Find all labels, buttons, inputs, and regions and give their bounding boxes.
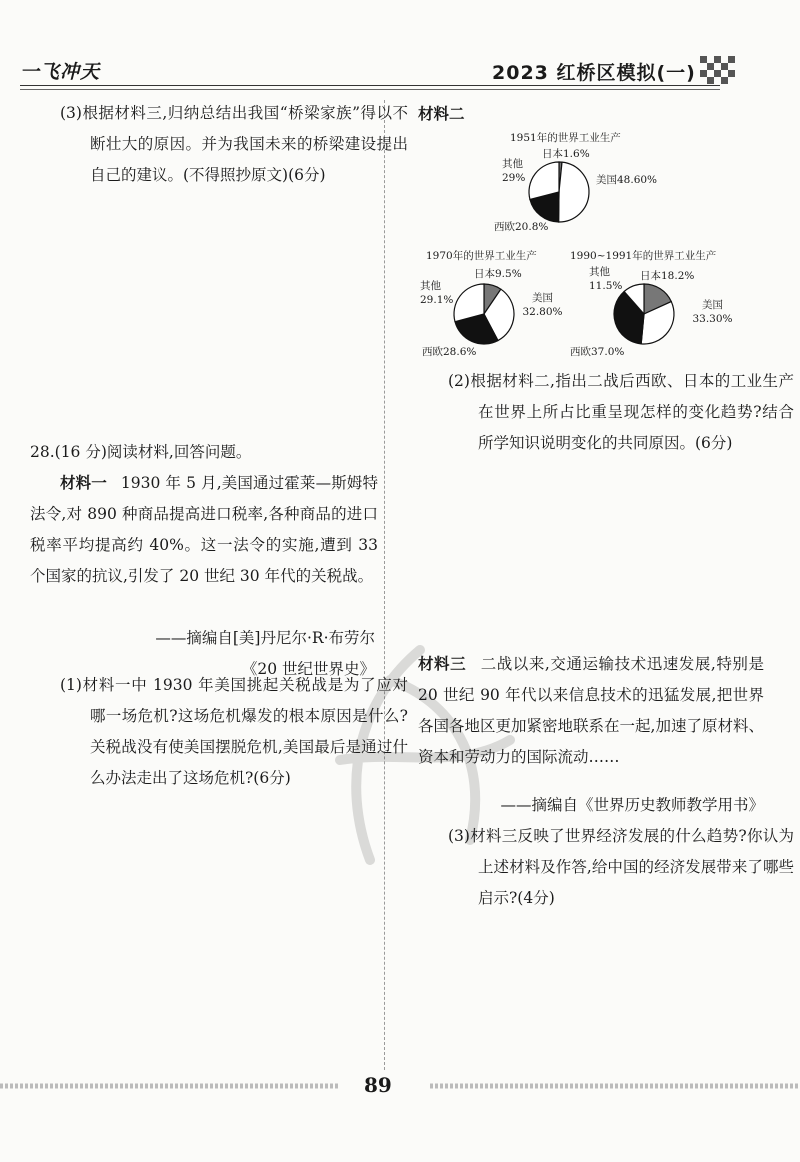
chart-1970-pie: [452, 282, 516, 346]
chart-1990-label-other: 其他11.5%: [589, 266, 623, 292]
material-3-source: ——摘编自《世界历史教师教学用书》: [500, 796, 764, 814]
chart-1951-label-other: 其他29%: [502, 158, 526, 184]
material-1-block: [30, 468, 378, 592]
chart-1970-title: 1970年的世界工业生产: [426, 250, 537, 262]
pie-1951-slices: [529, 162, 589, 222]
chart-1951-label-weurope: 西欧20.8%: [494, 221, 549, 233]
question-28-heading: 28.(16 分)阅读材料,回答问题。: [30, 443, 252, 461]
header-rule: [20, 85, 720, 86]
chart-1970-label-usa: 美国32.80%: [522, 292, 563, 318]
header-rule-thin: [20, 89, 720, 90]
brand-logo-text: 一飞冲天: [20, 61, 101, 83]
page-number: 89: [364, 1073, 392, 1097]
chart-1951-title: 1951年的世界工业生产: [510, 132, 621, 144]
chart-1970-label-other: 其他29.1%: [420, 280, 454, 306]
question-28-1: (1)材料一中 1930 年美国挑起关税战是为了应对哪一场危机?这场危机爆发的根本原因是什么?关税战没有使美国摆脱危机,美国最后是通过什么办法走出了这场危机?(6分): [60, 676, 408, 787]
footer-decoration: [0, 1078, 800, 1094]
chart-1951-label-japan: 日本1.6%: [542, 148, 590, 160]
chart-1990-label-usa: 美国33.30%: [692, 299, 733, 325]
checker-decoration: [700, 56, 740, 86]
exam-title: 2023 红桥区模拟(一): [492, 62, 696, 84]
chart-1990-label-japan: 日本18.2%: [640, 270, 695, 282]
chart-1970-label-weurope: 西欧28.6%: [422, 346, 477, 358]
pie-slice-美国: [559, 162, 589, 222]
material-3-block: [418, 649, 764, 773]
question-27-3: (3)根据材料三,归纳总结出我国“桥梁家族”得以不断壮大的原因。并为我国未来的桥梁建设提出自己的建议。(不得照抄原文)(6分): [60, 104, 408, 184]
material-3-label: 材料三: [418, 655, 467, 673]
pie-1970-slices: [454, 284, 514, 344]
material-1-text: 1930 年 5 月,美国通过霍莱—斯姆特法令,对 890 种商品提高进口税率,各种商品的进口税率平均提高约 40%。这一法令的实施,遭到 33 个国家的抗议,引发了 20 世纪 30 年代的关税战。: [30, 474, 378, 585]
chart-1990-title: 1990~1991年的世界工业生产: [570, 250, 717, 262]
chart-1990-label-weurope: 西欧37.0%: [570, 346, 625, 358]
chart-1951-label-usa: 美国48.60%: [596, 174, 658, 186]
pie-1990-slices: [614, 284, 674, 344]
chart-1970-label-japan: 日本9.5%: [474, 268, 522, 280]
chart-1951-pie: [527, 160, 591, 224]
material-2-label: 材料二: [418, 105, 465, 123]
question-28-3: (3)材料三反映了世界经济发展的什么趋势?你认为上述材料及作答,给中国的经济发展带来了哪些启示?(4分): [448, 827, 794, 907]
material-1-source-book: 《20 世纪世界史》: [241, 660, 375, 678]
material-1-label: 材料一: [60, 474, 107, 492]
material-1-source-author: ——摘编自[美]丹尼尔·R·布劳尔: [155, 629, 375, 647]
column-divider: [384, 100, 385, 1070]
material-3-text: 二战以来,交通运输技术迅速发展,特别是 20 世纪 90 年代以来信息技术的迅猛发展,把世界各国各地区更加紧密地联系在一起,加速了原材料、资本和劳动力的国际流动……: [418, 655, 764, 766]
question-28-2: (2)根据材料二,指出二战后西欧、日本的工业生产在世界上所占比重呈现怎样的变化趋势?结合所学知识说明变化的共同原因。(6分): [448, 372, 794, 452]
